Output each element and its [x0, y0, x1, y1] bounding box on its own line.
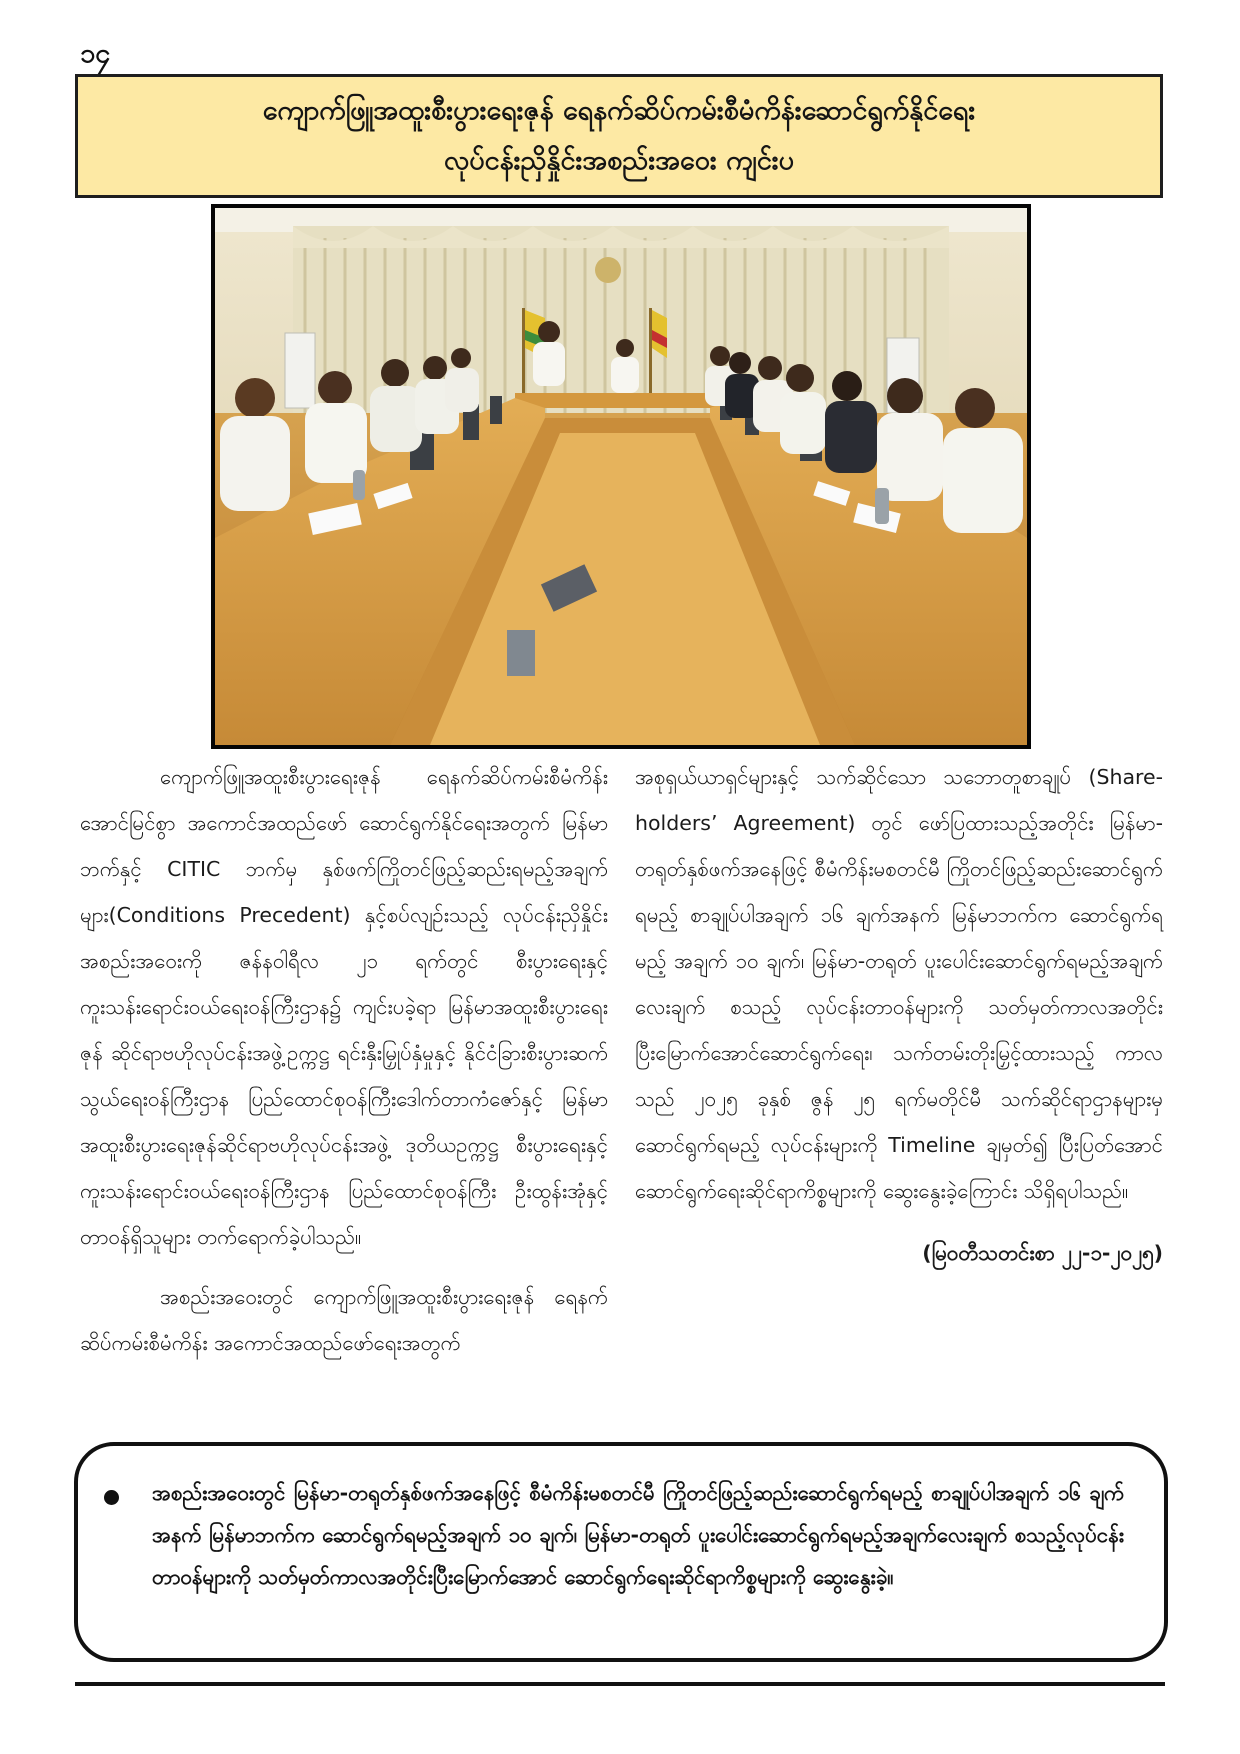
page-number: ၁၄: [80, 38, 111, 69]
summary-text: အစည်းအဝေးတွင် မြန်မာ-တရုတ်နှစ်ဖက်အနေဖြင့် စီမံကိန်းမစတင်မီ ကြိုတင်ဖြည့်ဆည်းဆောင်ရွက်ရမည့် စာချုပ်ပါအချက် ၁၆ ချက်အနက် မြန်မာဘက်က ဆောင်ရွက်ရမည့်အချက် ၁၀ ချက်၊ မြန်မာ-တရုတ် ပူးပေါင်းဆောင်ရွက်ရမည့်အချက်လေးချက် စသည့်လုပ်ငန်းတာဝန်များကို သတ်မှတ်ကာလအတိုင်းပြီးမြောက်အောင် ဆောင်ရွက်ရေးဆိုင်ရာကိစ္စများကို ဆွေးနွေးခဲ့။: [152, 1481, 1124, 1589]
bullet-icon: [104, 1490, 119, 1505]
article-source: (မြဝတီသတင်းစာ ၂၂-၁-၂၀၂၅): [922, 1241, 1163, 1265]
article-paragraph: အစည်းအဝေးတွင် ကျောက်ဖြူအထူးစီးပွားရေးဇုန် ရေနက်ဆိပ်ကမ်းစီမံကိန်း အကောင်အထည်ဖော်ရေးအတွက်: [80, 1285, 608, 1355]
meeting-photo-illustration: [215, 208, 1027, 745]
article-paragraph: ကျောက်ဖြူအထူးစီးပွားရေးဇုန် ရေနက်ဆိပ်ကမ်းစီမံကိန်းအောင်မြင်စွာ အကောင်အထည်ဖော် ဆောင်ရွက်နိုင်ရေးအတွက် မြန်မာဘက်နှင့် CITIC ဘက်မှ နှစ်ဖက်ကြိုတင်ဖြည့်ဆည်းရမည့်အချက်များ(Conditions Precedent) နှင့်စပ်လျဉ်းသည့် လုပ်ငန်းညှိနှိုင်းအစည်းအဝေးကို ဇန်နဝါရီလ ၂၁ ရက်တွင် စီးပွားရေးနှင့်ကူးသန်းရောင်းဝယ်ရေးဝန်ကြီးဌာန၌ ကျင်းပခဲ့ရာ မြန်မာအထူးစီးပွားရေးဇုန် ဆိုင်ရာဗဟိုလုပ်ငန်းအဖွဲ့ဥက္ကဋ္ဌ ရင်းနှီးမြှုပ်နှံမှုနှင့် နိုင်ငံခြားစီးပွားဆက်သွယ်ရေးဝန်ကြီးဌာန ပြည်ထောင်စုဝန်ကြီးဒေါက်တာကံဇော်နှင့် မြန်မာအထူးစီးပွားရေးဇုန်ဆိုင်ရာဗဟိုလုပ်ငန်းအဖွဲ့ ဒုတိယဥက္ကဋ္ဌ စီးပွားရေးနှင့်ကူးသန်းရောင်းဝယ်ရေးဝန်ကြီးဌာန ပြည်ထောင်စုဝန်ကြီး ဦးထွန်းအုံနှင့် တာဝန်ရှိသူများ တက်ရောက်ခဲ့ပါသည်။: [80, 765, 608, 1249]
article-column-right: [635, 754, 1163, 1276]
meeting-photo: [211, 204, 1031, 749]
headline-box: [75, 74, 1163, 198]
air-conditioner: [285, 333, 315, 408]
article-paragraph: အစုရှယ်ယာရှင်များနှင့် သက်ဆိုင်သော သဘောတူစာချုပ် (Share-holders’ Agreement) တွင် ဖော်ပြထားသည့်အတိုင်း မြန်မာ-တရုတ်နှစ်ဖက်အနေဖြင့် စီမံကိန်းမစတင်မီ ကြိုတင်ဖြည့်ဆည်းဆောင်ရွက်ရမည့် စာချုပ်ပါအချက် ၁၆ ချက်အနက် မြန်မာဘက်က ဆောင်ရွက်ရမည့် အချက် ၁၀ ချက်၊ မြန်မာ-တရုတ် ပူးပေါင်းဆောင်ရွက်ရမည့်အချက်လေးချက် စသည့် လုပ်ငန်းတာဝန်များကို သတ်မှတ်ကာလအတိုင်း ပြီးမြောက်အောင်ဆောင်ရွက်ရေး၊ သက်တမ်းတိုးမြှင့်ထားသည့် ကာလသည် ၂၀၂၅ ခုနှစ် ဇွန် ၂၅ ရက်မတိုင်မီ သက်ဆိုင်ရာဌာနများမှဆောင်ရွက်ရမည့် လုပ်ငန်းများကို Timeline ချမှတ်၍ ပြီးပြတ်အောင် ဆောင်ရွက်ရေးဆိုင်ရာကိစ္စများကို ဆွေးနွေးခဲ့ကြောင်း သိရှိရပါသည်။: [635, 765, 1163, 1203]
emblem: [595, 257, 621, 283]
headline-line-2: လုပ်ငန်းညှိနှိုင်းအစည်းအဝေး ကျင်းပ: [443, 145, 795, 176]
summary-box: [74, 1442, 1168, 1662]
article-column-left: [80, 754, 608, 1366]
footer-rule: [75, 1682, 1165, 1686]
headline-line-1: ကျောက်ဖြူအထူးစီးပွားရေးဇုန် ရေနက်ဆိပ်ကမ်းစီမံကိန်းဆောင်ရွက်နိုင်ရေး: [262, 95, 976, 126]
